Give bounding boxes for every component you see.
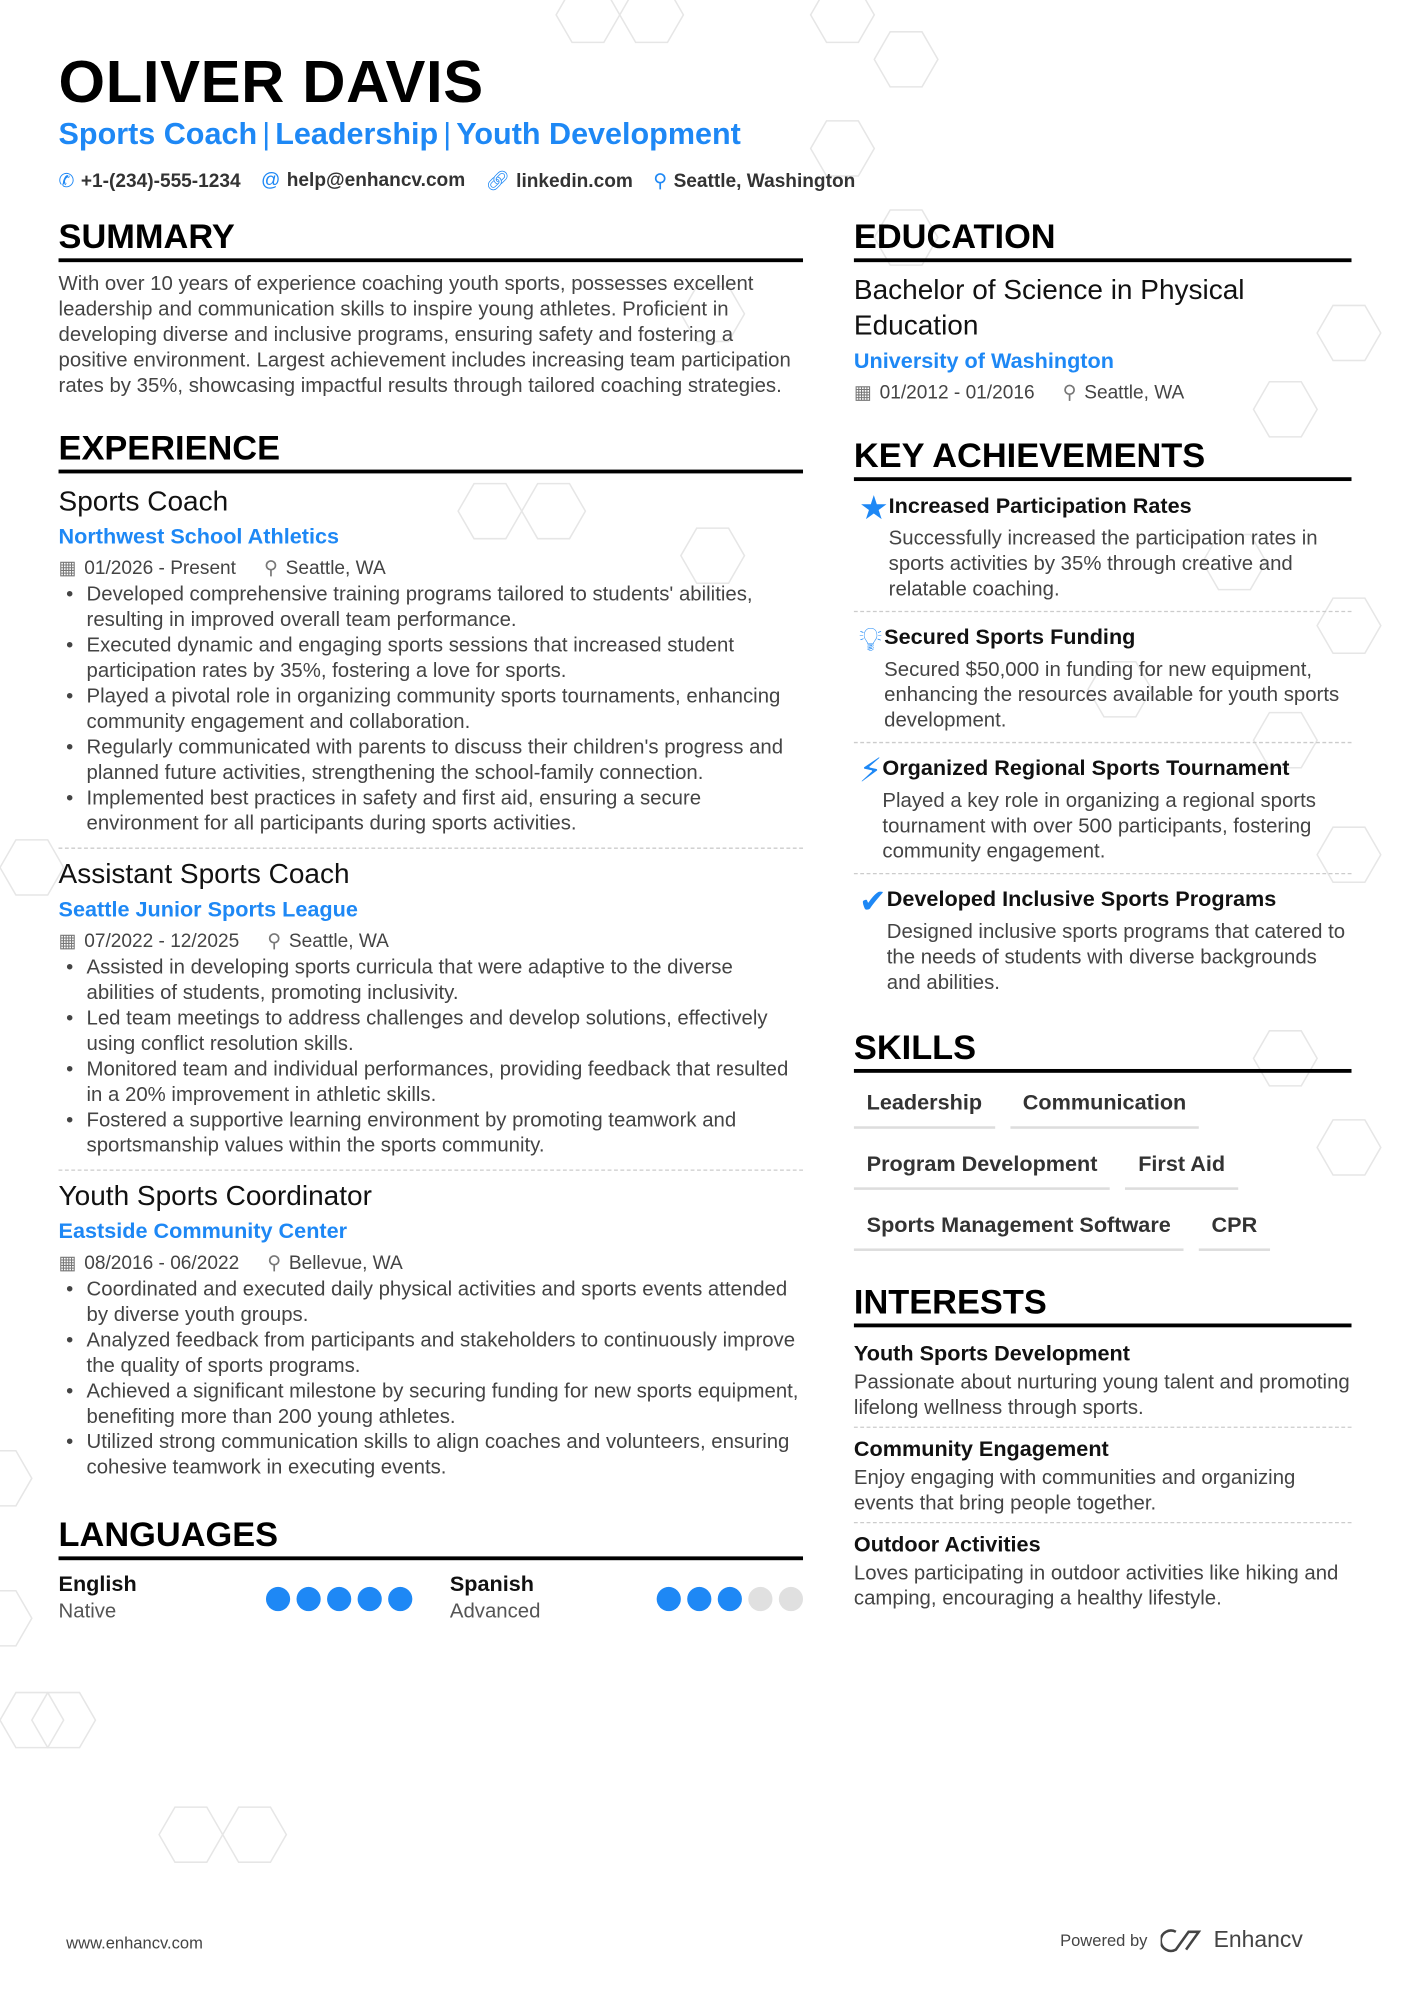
calendar-icon: ▦ xyxy=(58,930,77,952)
language-level: Advanced xyxy=(449,1600,541,1623)
location-text: Seattle, WA xyxy=(1084,381,1185,404)
hexagon-shape xyxy=(874,32,938,87)
bullet-item: • Analyzed feedback from participants and stakeholders to continuously improve the quality of sports programs. xyxy=(59,1329,803,1380)
skills-section xyxy=(854,1027,1352,1251)
interest-item xyxy=(854,1428,1352,1523)
bullet-item: • Coordinated and executed daily physical activities and sports events attended by diverse youth groups. xyxy=(59,1278,803,1329)
powered-by-text: Powered by xyxy=(1060,1930,1148,1950)
achievement-item xyxy=(854,743,1352,874)
job-dates xyxy=(59,928,240,956)
job-bullets xyxy=(59,583,803,838)
phone-text: +1-(234)-555-1234 xyxy=(80,170,241,193)
hexagon-shape xyxy=(223,1807,287,1862)
language-text xyxy=(59,1570,137,1626)
bullet-item: • Executed dynamic and engaging sports sessions that increased student participation rates by 35%, fostering a love for sports. xyxy=(59,634,803,685)
interest-text: Enjoy engaging with communities and organizing events that bring people together. xyxy=(853,1467,1296,1515)
calendar-icon: ▦ xyxy=(58,557,77,580)
job-meta xyxy=(59,555,803,583)
achievement-text: Successfully increased the participation rates in sports activities by 35% through creative and relatable coaching. xyxy=(888,528,1318,601)
contact-info xyxy=(59,169,856,192)
headline xyxy=(59,117,741,153)
location-text: Seattle, Washington xyxy=(673,170,856,193)
interest-item xyxy=(854,1332,1352,1427)
company-name[interactable]: Seattle Junior Sports League xyxy=(58,897,358,922)
education-section xyxy=(854,216,1352,407)
location-icon: ⚲ xyxy=(267,930,282,952)
job-title: Youth Sports Coordinator xyxy=(58,1179,372,1212)
interests-section xyxy=(854,1282,1352,1618)
bullet-item: • Achieved a significant milestone by securing funding for new sports equipment, benefiting more than 200 young athletes. xyxy=(59,1379,803,1430)
bullet-item: • Played a pivotal role in organizing community sports tournaments, enhancing community engagement and collaboration. xyxy=(59,685,803,736)
education-dates xyxy=(854,379,1035,407)
skill-tag: Sports Management Software xyxy=(854,1205,1184,1251)
bullet-item: • Fostered a supportive learning environment by promoting teamwork and sportsmanship values within the sports community. xyxy=(59,1108,803,1159)
achievement-text: Played a key role in organizing a regional sports tournament with over 500 participants, fostering community engagement. xyxy=(882,790,1316,863)
skill-tag: CPR xyxy=(1199,1205,1270,1251)
summary-section xyxy=(59,216,803,399)
headline-item: Leadership xyxy=(275,117,439,152)
languages-section xyxy=(59,1514,803,1626)
bullet-item: • Developed comprehensive training programs tailored to students' abilities, resulting in improved overall team performance. xyxy=(59,583,803,634)
degree: Bachelor of Science in Physical Education xyxy=(853,273,1245,342)
job-entry xyxy=(59,856,803,1170)
achievement-title: Organized Regional Sports Tournament xyxy=(882,755,1290,781)
skill-tag: Program Development xyxy=(854,1144,1110,1190)
achievement-title: Developed Inclusive Sports Programs xyxy=(886,887,1277,912)
section-title: EDUCATION xyxy=(854,216,1352,262)
location-text: Seattle, WA xyxy=(288,930,389,952)
rating-dot xyxy=(687,1586,711,1610)
dates-text: 07/2022 - 12/2025 xyxy=(84,930,240,952)
bullet-item: • Monitored team and individual performances, providing feedback that resulted in a 20% improvement in athletic skills. xyxy=(59,1058,803,1109)
bullet-item: • Assisted in developing sports curricula that were adaptive to the diverse abilities of students, promoting inclusivity. xyxy=(59,956,803,1007)
achievement-text: Designed inclusive sports programs that catered to the needs of students with diverse backgrounds and abilities. xyxy=(886,921,1346,994)
contact-location xyxy=(653,169,855,192)
hexagon-shape xyxy=(0,840,64,895)
job-entry xyxy=(59,484,803,849)
brand-text: Enhancv xyxy=(1213,1926,1303,1953)
company-name[interactable]: Eastside Community Center xyxy=(58,1219,348,1244)
job-location xyxy=(267,928,389,956)
job-entry xyxy=(59,1178,803,1491)
skills-list xyxy=(854,1083,1352,1251)
dates-text: 01/2012 - 01/2016 xyxy=(879,381,1035,404)
interest-text: Passionate about nurturing young talent and promoting lifelong wellness through sports. xyxy=(853,1371,1350,1419)
language-item xyxy=(450,1570,803,1626)
email-text: help@enhancv.com xyxy=(286,169,466,191)
interest-title: Community Engagement xyxy=(853,1436,1109,1461)
website-link[interactable]: www.enhancv.com xyxy=(66,1933,203,1953)
left-column xyxy=(59,216,803,1626)
dates-text: 01/2026 - Present xyxy=(84,557,236,580)
company-name[interactable]: Northwest School Athletics xyxy=(58,524,340,549)
achievement-body xyxy=(889,491,1352,603)
linkedin-text: linkedin.com xyxy=(516,170,633,193)
language-text xyxy=(450,1570,541,1626)
contact-linkedin[interactable] xyxy=(486,169,633,192)
dates-text: 08/2016 - 06/2022 xyxy=(84,1252,240,1274)
education-meta xyxy=(854,379,1352,407)
phone-icon: ✆ xyxy=(58,170,75,193)
language-level: Native xyxy=(58,1600,117,1623)
achievement-body xyxy=(884,622,1351,734)
language-name: Spanish xyxy=(449,1571,535,1596)
rating-dot xyxy=(657,1586,681,1610)
interest-text: Loves participating in outdoor activities like hiking and camping, encouraging a healthy lifestyle. xyxy=(853,1562,1339,1610)
rating-dot xyxy=(296,1586,320,1610)
interest-item xyxy=(854,1523,1352,1617)
location-text: Bellevue, WA xyxy=(288,1252,403,1274)
separator: | xyxy=(262,117,271,152)
location-icon: ⚲ xyxy=(653,170,668,193)
link-icon: 🔗︎ xyxy=(485,170,510,193)
location-icon: ⚲ xyxy=(263,557,278,580)
section-title: LANGUAGES xyxy=(59,1514,803,1560)
bullet-item: • Led team meetings to address challenges and develop solutions, effectively using conflict resolution skills. xyxy=(59,1007,803,1058)
skill-tag: Leadership xyxy=(854,1083,995,1129)
interest-title: Outdoor Activities xyxy=(853,1532,1041,1557)
achievement-item xyxy=(854,874,1352,1004)
job-dates xyxy=(59,1250,240,1278)
contact-email[interactable] xyxy=(261,169,465,192)
candidate-name: OLIVER DAVIS xyxy=(58,47,484,115)
right-column xyxy=(854,216,1352,1617)
location-text: Seattle, WA xyxy=(285,557,386,580)
hexagon-shape xyxy=(556,0,620,42)
section-title: EXPERIENCE xyxy=(59,428,803,474)
hexagon-shape xyxy=(0,1591,32,1646)
job-meta xyxy=(59,928,803,956)
languages-list xyxy=(59,1570,803,1626)
bullet-item: • Utilized strong communication skills to align coaches and volunteers, ensuring cohesive teamwork in executing events. xyxy=(59,1430,803,1481)
powered-by xyxy=(1060,1927,1303,1954)
job-meta xyxy=(59,1250,803,1278)
rating-dot xyxy=(748,1586,772,1610)
lightbulb-icon: 💡︎ xyxy=(859,619,883,658)
rating-dot xyxy=(326,1586,350,1610)
school: University of Washington xyxy=(853,348,1114,373)
job-location xyxy=(264,555,386,583)
rating-dot xyxy=(265,1586,289,1610)
calendar-icon: ▦ xyxy=(58,1252,77,1274)
rating-dot xyxy=(718,1586,742,1610)
rating-dot xyxy=(357,1586,381,1610)
job-dates xyxy=(59,555,236,583)
magic-wand-icon: ⚡︎ xyxy=(859,750,883,790)
job-title: Sports Coach xyxy=(58,484,229,517)
language-name: English xyxy=(58,1571,137,1596)
bullet-item: • Regularly communicated with parents to discuss their children's progress and planned future activities, strengthening the school-family connection. xyxy=(59,736,803,787)
language-rating xyxy=(657,1570,803,1626)
headline-item: Youth Development xyxy=(456,117,741,152)
enhancv-logo-icon xyxy=(1160,1927,1206,1952)
checkmark-icon: ✔ xyxy=(859,881,887,921)
experience-section xyxy=(59,428,803,1492)
hexagon-shape xyxy=(0,1451,32,1506)
achievements-section xyxy=(854,435,1352,1004)
job-bullets xyxy=(59,956,803,1160)
section-title: SUMMARY xyxy=(59,216,803,262)
education-location xyxy=(1063,379,1185,407)
achievement-title: Secured Sports Funding xyxy=(884,624,1136,650)
job-location xyxy=(267,1250,403,1278)
section-title: INTERESTS xyxy=(854,1282,1352,1328)
rating-dot xyxy=(779,1586,803,1610)
achievement-text: Secured $50,000 in funding for new equipment, enhancing the resources available for youth sports development. xyxy=(884,659,1340,732)
language-item xyxy=(59,1570,412,1626)
achievement-body xyxy=(887,884,1352,996)
rating-dot xyxy=(388,1586,412,1610)
achievement-item xyxy=(854,481,1352,612)
location-icon: ⚲ xyxy=(1062,381,1077,404)
section-title: SKILLS xyxy=(854,1027,1352,1073)
job-bullets xyxy=(59,1278,803,1482)
hexagon-shape xyxy=(620,0,684,42)
calendar-icon: ▦ xyxy=(853,381,872,404)
skill-tag: First Aid xyxy=(1125,1144,1237,1190)
job-title: Assistant Sports Coach xyxy=(58,857,350,890)
separator: | xyxy=(443,117,452,152)
contact-phone[interactable] xyxy=(59,169,241,192)
bullet-item: • Implemented best practices in safety and first aid, ensuring a secure environment for all participants during sports activities. xyxy=(59,786,803,837)
location-icon: ⚲ xyxy=(267,1252,282,1274)
achievement-body xyxy=(882,753,1351,865)
star-icon: ★ xyxy=(859,488,889,527)
headline-item: Sports Coach xyxy=(58,117,258,152)
enhancv-logo[interactable] xyxy=(1160,1927,1303,1954)
hexagon-shape xyxy=(811,121,875,176)
hexagon-shape xyxy=(811,0,875,42)
summary-text: With over 10 years of experience coaching youth sports, possesses excellent leadership and communication skills to inspire young athletes. Proficient in developing diverse and inclusive programs, ensuring safety and fostering a positive environment. Largest achievement includes increasing team participation rates by 35%, showcasing impactful results through tailored coaching strategies. xyxy=(58,273,791,398)
achievement-item xyxy=(854,612,1352,743)
hexagon-shape xyxy=(159,1807,223,1862)
skill-tag: Communication xyxy=(1010,1083,1199,1129)
section-title: KEY ACHIEVEMENTS xyxy=(854,435,1352,481)
achievement-title: Increased Participation Rates xyxy=(888,493,1192,518)
interest-title: Youth Sports Development xyxy=(853,1341,1130,1366)
at-icon: @ xyxy=(261,169,281,191)
language-rating xyxy=(265,1570,411,1626)
